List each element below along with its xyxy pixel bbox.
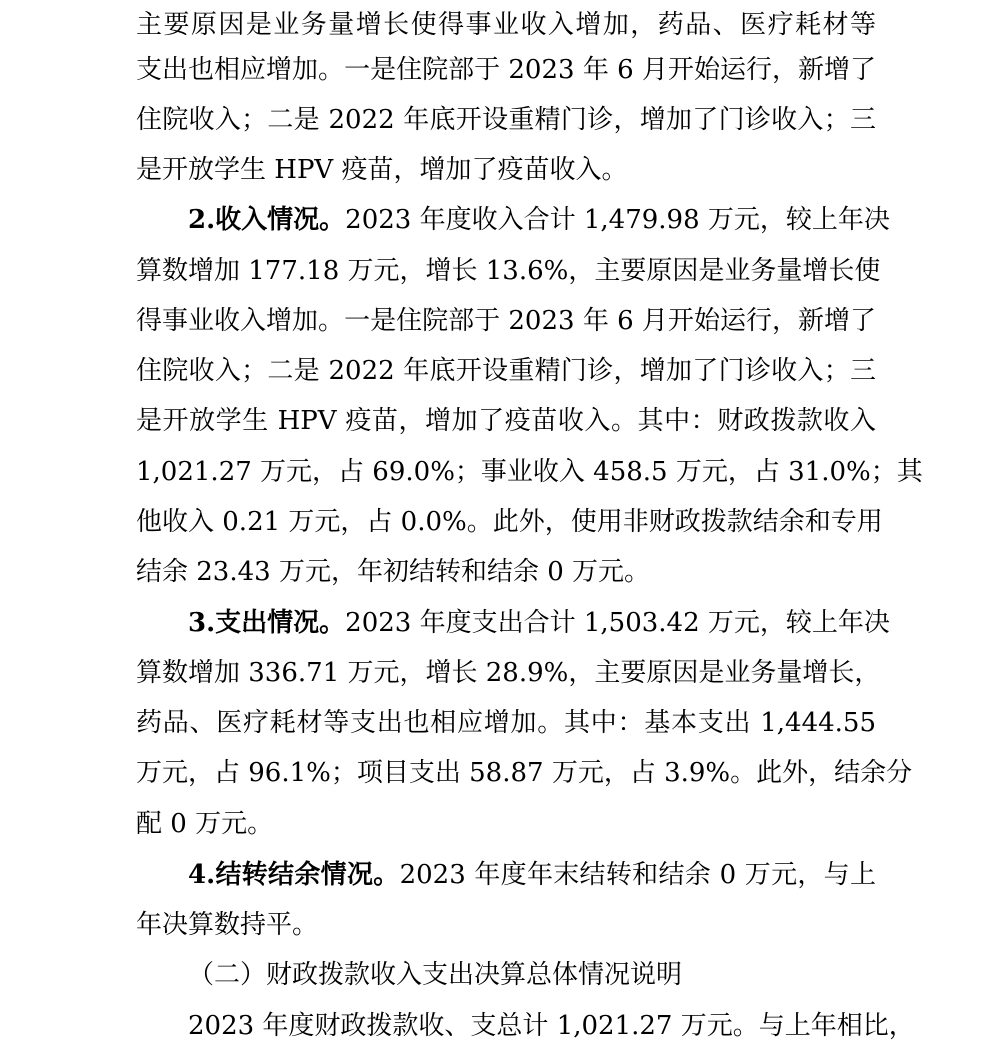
paragraph-line: 住院收入；二是 2022 年底开设重精门诊，增加了门诊收入；三 — [136, 356, 876, 386]
paragraph-line: 年决算数持平。 — [136, 910, 319, 940]
section-carryover-first-line — [188, 850, 876, 900]
paragraph-line: 住院收入；二是 2022 年底开设重精门诊，增加了门诊收入；三 — [136, 105, 876, 135]
paragraph-line: 万元，占 96.1%；项目支出 58.87 万元，占 3.9%。此外，结余分 — [136, 758, 913, 788]
paragraph-line: 1,021.27 万元，占 69.0%；事业收入 458.5 万元，占 31.0%；其 — [136, 457, 923, 487]
paragraph-line: 支出也相应增加。一是住院部于 2023 年 6 月开始运行，新增了 — [136, 55, 876, 85]
paragraph-line: 算数增加 177.18 万元，增长 13.6%，主要原因是业务量增长使 — [136, 256, 881, 286]
paragraph-line: 结余 23.43 万元，年初结转和结余 0 万元。 — [136, 557, 651, 587]
paragraph-line: 主要原因是业务量增长使得事业收入增加，药品、医疗耗材等 — [136, 10, 876, 40]
paragraph-line: 是开放学生 HPV 疫苗，增加了疫苗收入。 — [136, 155, 628, 185]
paragraph-text: 2023 年度年末结转和结余 0 万元，与上 — [399, 860, 876, 890]
paragraph-text: 2023 年度收入合计 1,479.98 万元，较上年决 — [345, 205, 890, 235]
section-expenditure-first-line — [188, 598, 890, 648]
paragraph-line: 得事业收入增加。一是住院部于 2023 年 6 月开始运行，新增了 — [136, 306, 876, 336]
section-heading-expenditure: 3.支出情况。 — [188, 608, 346, 638]
paragraph-line: 是开放学生 HPV 疫苗，增加了疫苗收入。其中：财政拨款收入 — [136, 406, 876, 436]
section-income-first-line — [188, 195, 890, 245]
paragraph-line: 算数增加 336.71 万元，增长 28.9%，主要原因是业务量增长， — [136, 658, 881, 688]
section-title: （二）财政拨款收入支出决算总体情况说明 — [188, 960, 683, 990]
paragraph-text: 2023 年度支出合计 1,503.42 万元，较上年决 — [345, 608, 890, 638]
paragraph-line: 2023 年度财政拨款收、支总计 1,021.27 万元。与上年相比， — [188, 1011, 915, 1041]
section-heading-income: 2.收入情况。 — [188, 205, 346, 235]
paragraph-line: 他收入 0.21 万元，占 0.0%。此外，使用非财政拨款结余和专用 — [136, 507, 883, 537]
section-heading-carryover: 4.结转结余情况。 — [188, 860, 400, 890]
paragraph-line: 药品、医疗耗材等支出也相应增加。其中：基本支出 1,444.55 — [136, 708, 876, 738]
paragraph-line: 配 0 万元。 — [136, 809, 274, 839]
